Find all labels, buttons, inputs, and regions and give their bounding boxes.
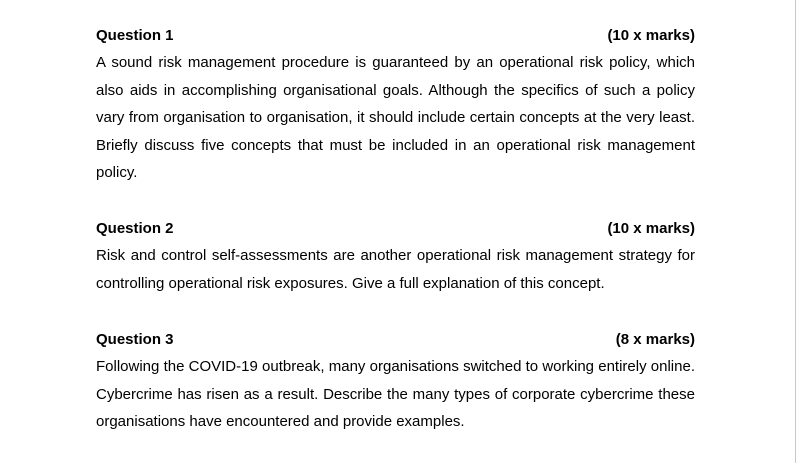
question-title: Question 2 [96,220,174,237]
question-2 [96,218,695,297]
question-header [96,218,695,240]
question-header [96,329,695,351]
question-1 [96,25,695,187]
question-header [96,25,695,47]
page-edge-line [795,0,796,463]
question-title: Question 3 [96,331,174,348]
question-text: Following the COVID-19 outbreak, many organisations switched to working entirely online. Cybercrime has risen as a result. Describe the many types of corporate cybercrime these organisations have encountered and provide examples. [96,358,695,430]
question-text: Risk and control self-assessments are another operational risk management strategy for controlling operational risk exposures. Give a full explanation of this concept. [96,247,695,292]
question-text: A sound risk management procedure is guaranteed by an operational risk policy, which also aids in accomplishing organisational goals. Although the specifics of such a policy vary from organisation to organisation, it should include certain concepts at the very least. Briefly discuss five concepts that must be included in an operational risk management policy. [96,54,695,181]
question-marks: (10 x marks) [607,27,695,44]
question-marks: (8 x marks) [615,331,695,348]
question-title: Question 1 [96,27,174,44]
question-3 [96,329,695,436]
question-marks: (10 x marks) [607,220,695,237]
